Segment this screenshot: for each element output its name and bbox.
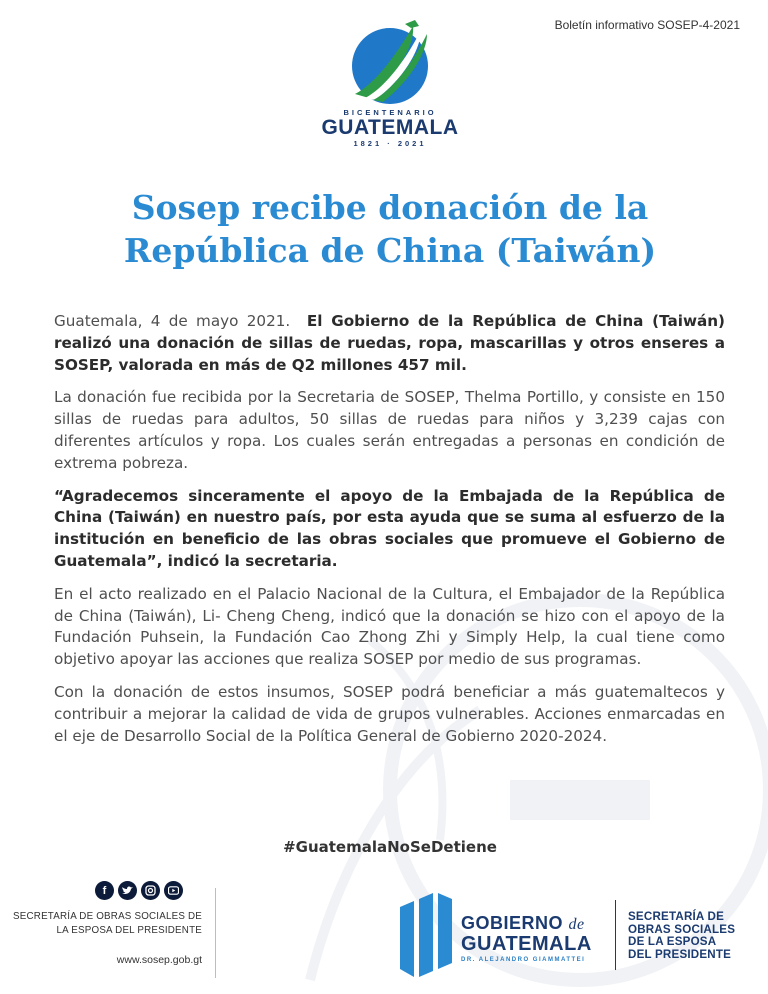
org-line2: LA ESPOSA DEL PRESIDENTE (56, 925, 202, 936)
bulletin-id: Boletín informativo SOSEP-4-2021 (554, 18, 740, 32)
gob-line1: GOBIERNO (461, 913, 564, 933)
gob-de: de (568, 916, 585, 933)
twitter-icon[interactable] (118, 881, 137, 900)
article-body (54, 311, 725, 758)
bicentenario-logo (305, 14, 475, 156)
gob-line3: DR. ALEJANDRO GIAMMATTEI (461, 957, 586, 963)
sosep-logo-text (628, 911, 735, 961)
lead-bold: El Gobierno de la República de China (Taiwán) realizó una donación de sillas de ruedas, ropa, mascarillas y otros enseres a SOSEP, valorada en más de Q2 millones 457 mil. (54, 312, 725, 374)
sosep-line3: DE LA ESPOSA (628, 935, 717, 948)
dateline: Guatemala, 4 de mayo 2021. (54, 312, 291, 330)
gobierno-guatemala-logo (461, 914, 606, 963)
footer-divider (215, 888, 216, 978)
paragraph-3-quote: “Agradecemos sinceramente el apoyo de la Embajada de la República de China (Taiwán) en nuestro país, por esta ayuda que se suma al esfuerzo de la institución en beneficio de las obras sociales que promueve el Gobierno de Guatemala”, indicó la secretaria. (54, 486, 725, 570)
youtube-icon[interactable] (164, 881, 183, 900)
logo-line1: BICENTENARIO (343, 108, 437, 117)
social-links (95, 881, 183, 900)
facebook-icon[interactable]: f (95, 881, 114, 900)
logo-line3: 1821 · 2021 (353, 139, 427, 148)
paragraph-1 (54, 311, 725, 376)
guatemala-flag-icon (400, 893, 452, 977)
sosep-line2: OBRAS SOCIALES (628, 922, 736, 936)
sosep-org-name (8, 910, 202, 938)
logo-line2: GUATEMALA (321, 116, 459, 139)
hashtag: #GuatemalaNoSeDetiene (283, 838, 497, 856)
page-title: Sosep recibe donación de la República de China (Taiwán) (123, 188, 657, 270)
org-line1: SECRETARÍA DE OBRAS SOCIALES DE (13, 911, 202, 922)
paragraph-4: En el acto realizado en el Palacio Nacional de la Cultura, el Embajador de la República de China (Taiwán), Li- Cheng Cheng, indicó que la donación se hizo con el apoyo de la Fundación Puhsein, la Fundación Cao Zhong Zhi y Simply Help, la cual tiene como objetivo apoyar las acciones que realiza SOSEP por medio de sus programas. (54, 584, 725, 669)
website-link[interactable]: www.sosep.gob.gt (116, 954, 202, 966)
paragraph-2: La donación fue recibida por la Secretaria de SOSEP, Thelma Portillo, y consiste en 150 sillas de ruedas para adultos, 50 sillas de ruedas para niños y 3,239 cajas con diferentes artículos y ropa. Los cuales serán entregadas a personas en condición de extrema pobreza. (54, 388, 725, 472)
bicentenario-emblem-icon (335, 14, 445, 106)
sosep-line1: SECRETARÍA DE (628, 910, 725, 923)
sosep-line4: DEL PRESIDENTE (628, 947, 732, 961)
paragraph-5: Con la donación de estos insumos, SOSEP podrá beneficiar a más guatemaltecos y contribuir a mejorar la calidad de vida de grupos vulnerables. Acciones enmarcadas en el eje de Desarrollo Social de la Política General de Gobierno 2020-2024. (54, 682, 725, 745)
instagram-icon[interactable] (141, 881, 160, 900)
footer-divider-right (615, 900, 616, 970)
gob-line2: GUATEMALA (461, 933, 592, 955)
